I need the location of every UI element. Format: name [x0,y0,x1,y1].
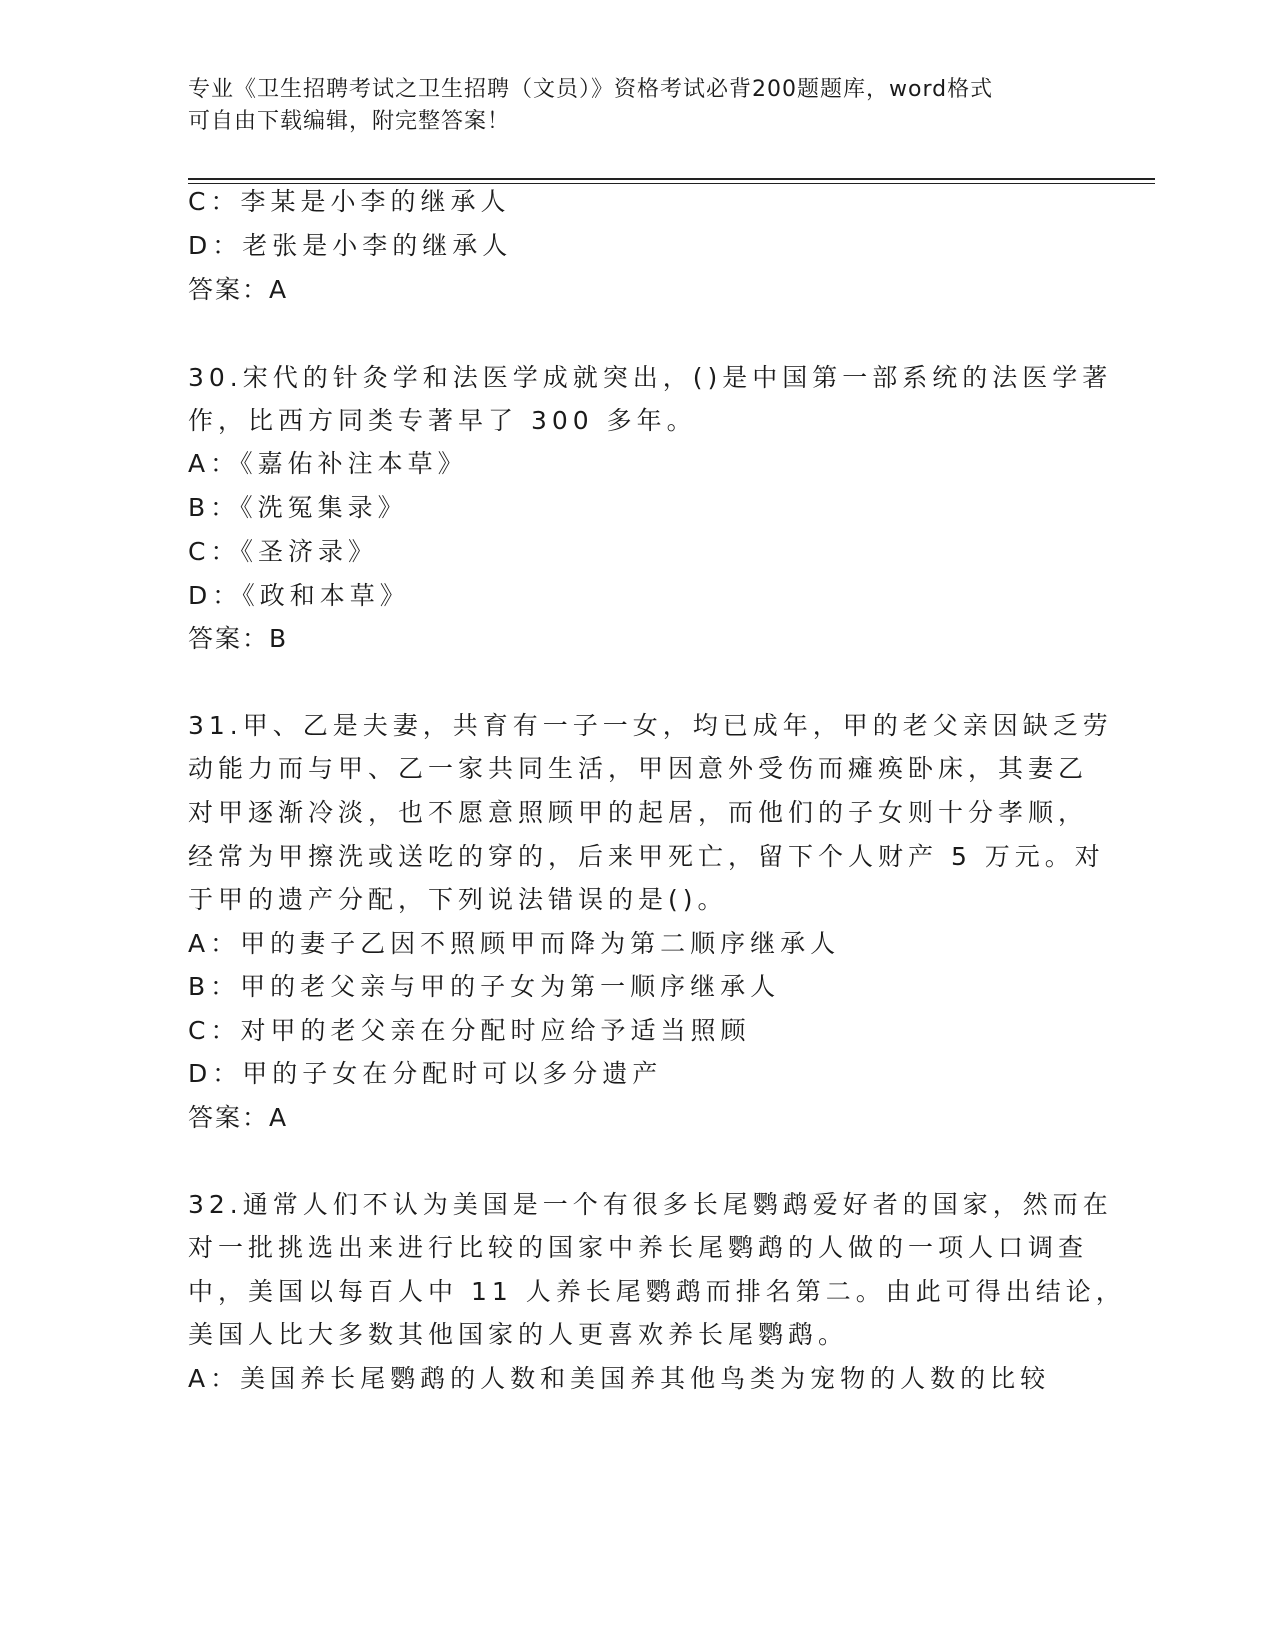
q31-option-d: D：甲的子女在分配时可以多分遗产 [188,1059,663,1088]
q30-stem-line-2: 作，比西方同类专著早了 300 多年。 [188,406,697,435]
prev-question-answer: 答案：A [188,275,289,304]
prev-question-option-d: D：老张是小李的继承人 [188,231,513,260]
q32-stem-line-3: 中，美国以每百人中 11 人养长尾鹦鹉而排名第二。由此可得出结论， [188,1277,1126,1306]
q30-option-b: B：《洗冤集录》 [188,493,408,522]
q32-stem-line-4: 美国人比大多数其他国家的人更喜欢养长尾鹦鹉。 [188,1320,849,1349]
q31-option-a: A：甲的妻子乙因不照顾甲而降为第二顺序继承人 [188,929,841,958]
q31-option-c: C：对甲的老父亲在分配时应给予适当照顾 [188,1016,751,1045]
q30-option-d: D：《政和本草》 [188,581,410,610]
prev-question-option-c: C：李某是小李的继承人 [188,187,511,216]
header-title-line-2: 可自由下载编辑，附完整答案！ [188,109,511,134]
page-header [188,74,1068,138]
header-divider-thin [188,183,1155,184]
q31-option-b: B：甲的老父亲与甲的子女为第一顺序继承人 [188,972,781,1001]
q32-stem-line-2: 对一批挑选出来进行比较的国家中养长尾鹦鹉的人做的一项人口调查 [188,1233,1089,1262]
q31-stem-line-5: 于甲的遗产分配，下列说法错误的是()。 [188,885,728,914]
q30-option-a: A：《嘉佑补注本草》 [188,449,468,478]
q31-stem-line-4: 经常为甲擦洗或送吃的穿的，后来甲死亡，留下个人财产 5 万元。对 [188,842,1105,871]
q31-stem-line-3: 对甲逐渐冷淡，也不愿意照顾甲的起居，而他们的子女则十分孝顺， [188,798,1089,827]
header-title-line-1: 专业《卫生招聘考试之卫生招聘（文员）》资格考试必背200题题库，word格式 [188,77,994,102]
q31-answer: 答案：A [188,1103,289,1132]
q32-option-a: A：美国养长尾鹦鹉的人数和美国养其他鸟类为宠物的人数的比较 [188,1364,1051,1393]
q30-stem-line-1: 30.宋代的针灸学和法医学成就突出，()是中国第一部系统的法医学著 [188,363,1113,392]
q30-answer: 答案：B [188,624,289,653]
header-divider-thick [188,178,1155,180]
q32-stem-line-1: 32.通常人们不认为美国是一个有很多长尾鹦鹉爱好者的国家，然而在 [188,1190,1113,1219]
q31-stem-line-2: 动能力而与甲、乙一家共同生活，甲因意外受伤而瘫痪卧床，其妻乙 [188,754,1089,783]
q31-stem-line-1: 31.甲、乙是夫妻，共育有一子一女，均已成年，甲的老父亲因缺乏劳 [188,711,1113,740]
q30-option-c: C：《圣济录》 [188,537,378,566]
